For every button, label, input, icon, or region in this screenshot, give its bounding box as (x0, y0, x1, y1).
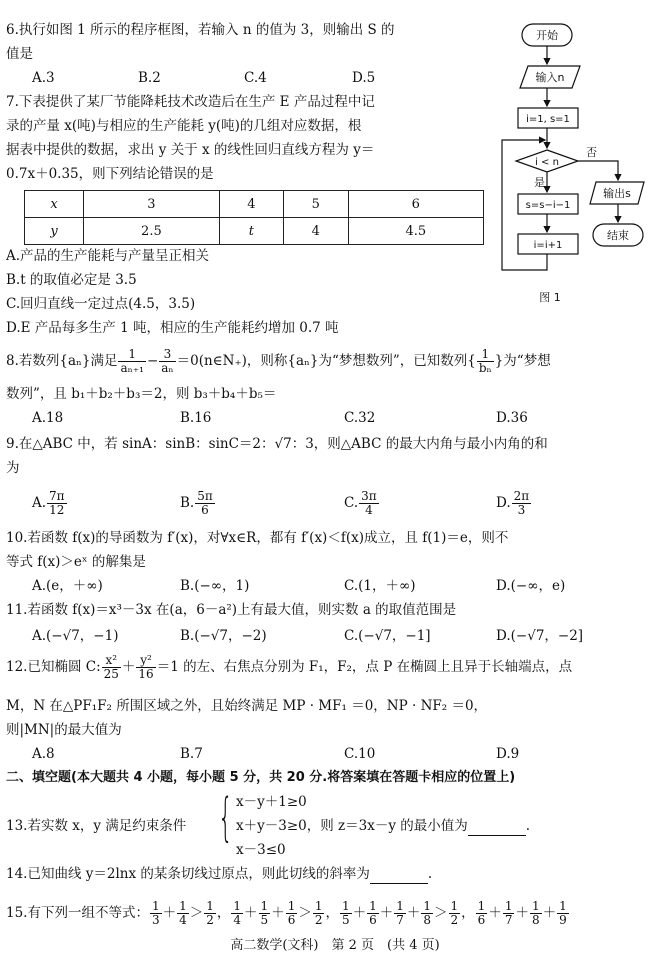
q14-text: 14.已知曲线 y＝2lnx 的某条切线过原点，则此切线的斜率为 (6, 866, 370, 882)
q9-d-num: 2π (513, 489, 530, 503)
q11-line1: 11.若函数 f(x)＝x³－3x 在(a，6－a²)上有最大值，则实数 a 的取值范围是 (6, 602, 457, 618)
fraction-1-5: $\frac{1}{5}$ (260, 899, 269, 927)
flowchart-assign-label: s=s−i−1 (525, 200, 571, 211)
flowchart-condition-label: i < n (535, 157, 559, 168)
q12-option-d: D.9 (496, 746, 520, 762)
q9-option-c-fraction (359, 490, 379, 517)
flowchart-start-label: 开始 (536, 29, 558, 42)
q9-option-d-fraction (512, 490, 532, 517)
q7-option-d: D.E 产品每多生产 1 吨，相应的生产能耗约增加 0.7 吨 (6, 320, 339, 336)
q12-prefix: 12.已知椭圆 C: (6, 659, 101, 675)
q14-line (6, 864, 432, 884)
flowchart-no-label: 否 (586, 146, 597, 159)
q12-f2-num: y² (136, 654, 155, 668)
table-cell: x (25, 191, 84, 218)
q6-line2: 值是 (6, 46, 33, 62)
q9-line2: 为 (6, 460, 20, 476)
table-cell: 6 (348, 191, 483, 218)
q13-end: . (525, 818, 531, 834)
q8-f1-num: 1 (118, 348, 146, 362)
q10-option-a: A.(e，＋∞) (32, 578, 103, 594)
table-cell: 3 (84, 191, 219, 218)
q9-b-num: 5π (197, 489, 213, 503)
q10-line1: 10.若函数 f(x)的导函数为 f′(x)，对∀x∈R，都有 f′(x)＜f(x)成立，且 f(1)＝e，则不 (6, 530, 509, 546)
q10-line2: 等式 f(x)＞eˣ 的解集是 (6, 554, 146, 570)
q8-f2-num: 3 (159, 348, 175, 362)
q7-data-table (24, 190, 484, 245)
q6-option-a: A.3 (32, 70, 55, 86)
q8-fraction-2 (159, 348, 175, 375)
q9-option-c-letter: C. (344, 495, 359, 511)
q11-option-c: C.(−√7，−1] (344, 628, 431, 644)
q12-fraction-1 (102, 654, 121, 681)
flowchart-output-label: 输出s (603, 187, 631, 200)
fraction-1-9: $\frac{1}{9}$ (559, 899, 567, 927)
flowchart (490, 18, 660, 318)
table-cell: t (219, 218, 283, 245)
q15-line: 15.有下列一组不等式： $\frac{1}{3}$ ＋ $\frac{1}{4}$ ＞ $\frac{1}{2}$ ， $\frac{1}{4}$ ＋ $\frac{1}{5}$ ＋ $\frac{1}{6}$ ＞ $\frac{1}{2}$ ， $\frac{1}{5}$ ＋ $\frac{1}{6}$ ＋ $\frac{1}{7}$ ＋ $\frac{1}{8}$ ＞ $\frac{1}{2}$ ， $\frac{1}{6}$ ＋ $\frac{1}{7}$ ＋ $\frac{1}{8}$ ＋ $\frac{1}{9}$ (6, 899, 567, 927)
table-cell: 4 (284, 218, 348, 245)
fraction-1-5: $\frac{1}{5}$ (341, 899, 350, 927)
q6-option-b: B.2 (138, 70, 161, 86)
q8-minus: − (146, 353, 159, 369)
flowchart-input-label: 输入n (535, 71, 565, 84)
q12-option-c: C.10 (344, 746, 376, 762)
q13-constraint-3: x－3≤0 (236, 842, 286, 858)
q9-b-den: 6 (201, 503, 209, 517)
q12-option-b: B.7 (180, 746, 203, 762)
q8-prefix: 8.若数列{aₙ}满足 (6, 353, 118, 369)
fraction-1-7: $\frac{1}{7}$ (504, 899, 513, 927)
q6-option-c: C.4 (244, 70, 267, 86)
flowchart-caption: 图 1 (539, 291, 561, 304)
q6-option-d: D.5 (352, 70, 376, 86)
q8-fraction-1 (118, 348, 146, 375)
q8-mid: ＝0(n∈N₊)，则称{aₙ}为“梦想数列”，已知数列{ (176, 353, 476, 369)
fraction-1-8: $\frac{1}{8}$ (423, 899, 432, 927)
q10-option-d: D.(−∞，e) (496, 578, 566, 594)
q12-f2-den: 16 (138, 667, 154, 681)
q12-suffix: ＝1 的左、右焦点分别为 F₁，F₂，点 P 在椭圆上且异于长轴端点，点 (156, 659, 573, 675)
q13-constraint-1: x－y＋1≥0 (236, 794, 307, 810)
q10-option-c: C.(1，＋∞) (344, 578, 416, 594)
fraction-1-3: $\frac{1}{3}$ (151, 899, 160, 927)
table-cell: 4 (219, 191, 283, 218)
q9-a-den: 12 (49, 503, 65, 517)
q6-line1: 6.执行如图 1 所示的程序框图，若输入 n 的值为 3，则输出 S 的 (6, 22, 395, 38)
page-footer: 高二数学(文科) 第 2 页 (共 4 页) (230, 938, 440, 953)
q8-f1-den: aₙ₊₁ (120, 361, 144, 375)
flowchart-increment-label: i=i+1 (533, 240, 563, 251)
q7-line4: 0.7x＋0.35，则下列结论错误的是 (6, 166, 214, 182)
q14-end: . (427, 866, 433, 882)
q9-option-a-letter: A. (32, 495, 47, 511)
q9-c-num: 3π (361, 489, 377, 503)
q13-constraint-2 (236, 816, 530, 836)
q12-fraction-2 (136, 654, 155, 681)
q9-c-den: 4 (365, 503, 373, 517)
fraction-1-7: $\frac{1}{7}$ (396, 899, 404, 927)
q7-line1: 7.下表提供了某厂节能降耗技术改造后在生产 E 产品过程中记 (6, 94, 375, 110)
q13-constraint-2-text: x＋y－3≥0，则 z＝3x－y 的最小值为 (236, 818, 468, 834)
q12-f1-num: x² (102, 654, 121, 668)
q8-line1 (6, 344, 551, 378)
q9-option-a-fraction (47, 490, 67, 517)
fraction-1-2: $\frac{1}{2}$ (450, 899, 459, 927)
table-cell: y (25, 218, 84, 245)
fraction-1-4: $\frac{1}{4}$ (233, 899, 242, 927)
q12-plus: ＋ (121, 659, 136, 675)
fraction-1-6: $\frac{1}{6}$ (287, 899, 296, 927)
q14-answer-blank (370, 869, 428, 884)
q8-line2: 数列”，且 b₁＋b₂＋b₃＝2，则 b₃＋b₄＋b₅＝ (6, 386, 277, 402)
q9-option-b (180, 486, 216, 520)
table-cell: 4.5 (348, 218, 483, 245)
flowchart-end-label: 结束 (607, 229, 629, 242)
fraction-1-2: $\frac{1}{2}$ (314, 899, 323, 927)
q8-option-a: A.18 (32, 410, 64, 426)
q8-option-b: B.16 (180, 410, 212, 426)
q13-brace: { (218, 788, 233, 848)
q7-option-b: B.t 的取值必定是 3.5 (6, 272, 137, 288)
fraction-1-6: $\frac{1}{6}$ (369, 899, 377, 927)
q8-f3-num: 1 (477, 348, 494, 362)
q9-option-c (344, 486, 380, 520)
table-row (25, 218, 484, 245)
flowchart-yes-label: 是 (534, 176, 545, 189)
q7-line3: 据表中提供的数据，求出 y 关于 x 的线性回归直线方程为 y＝ (6, 142, 375, 158)
table-cell: 2.5 (84, 218, 219, 245)
q8-option-d: D.36 (496, 410, 528, 426)
q13-answer-blank (468, 821, 526, 836)
q11-option-b: B.(−√7，−2) (180, 628, 267, 644)
q9-option-b-fraction (195, 490, 215, 517)
q11-option-a: A.(−√7，−1) (32, 628, 119, 644)
table-row (25, 191, 484, 218)
q9-a-num: 7π (49, 489, 65, 503)
q9-option-d-letter: D. (496, 495, 511, 511)
fraction-1-2: $\frac{1}{2}$ (206, 899, 214, 927)
q9-option-b-letter: B. (180, 495, 195, 511)
q8-fraction-3 (477, 348, 494, 375)
q11-option-d: D.(−√7，−2] (496, 628, 584, 644)
q8-option-c: C.32 (344, 410, 376, 426)
q9-d-den: 3 (517, 503, 526, 517)
q12-line3: 则|MN|的最大值为 (6, 722, 122, 738)
q9-option-a (32, 486, 68, 520)
section-heading-fill-in: 二、填空题(本大题共 4 小题，每小题 5 分，共 20 分.将答案填在答题卡相应的位置上) (6, 770, 516, 785)
table-cell: 5 (284, 191, 348, 218)
q12-line1 (6, 650, 572, 684)
flowchart-init-label: i=1, s=1 (526, 114, 570, 125)
fraction-1-4: $\frac{1}{4}$ (179, 899, 187, 927)
fraction-1-8: $\frac{1}{8}$ (531, 899, 540, 927)
q12-option-a: A.8 (32, 746, 55, 762)
q9-line1: 9.在△ABC 中，若 sinA：sinB：sinC＝2：√7：3，则△ABC 的最大内角与最小内角的和 (6, 436, 548, 452)
q15-prefix: 15.有下列一组不等式： (6, 905, 149, 921)
q7-line2: 录的产量 x(吨)与相应的生产能耗 y(吨)的几组对应数据，根 (6, 118, 362, 134)
q12-line2: M，N 在△PF₁F₂ 所围区域之外，且始终满足 MP · MF₁ ＝0，NP · NF₂ ＝0， (6, 698, 488, 714)
q8-f3-den: bₙ (478, 361, 492, 375)
q7-option-a: A.产品的生产能耗与产量呈正相关 (6, 248, 210, 264)
q12-f1-den: 25 (103, 667, 119, 681)
q7-option-c: C.回归直线一定过点(4.5，3.5) (6, 296, 196, 312)
q8-suffix: }为“梦想 (494, 353, 551, 369)
q9-option-d (496, 486, 532, 520)
q10-option-b: B.(−∞，1) (180, 578, 250, 594)
fraction-1-6: $\frac{1}{6}$ (477, 899, 486, 927)
q8-f2-den: aₙ (161, 361, 174, 375)
q13-prefix: 13.若实数 x，y 满足约束条件 (6, 818, 187, 834)
